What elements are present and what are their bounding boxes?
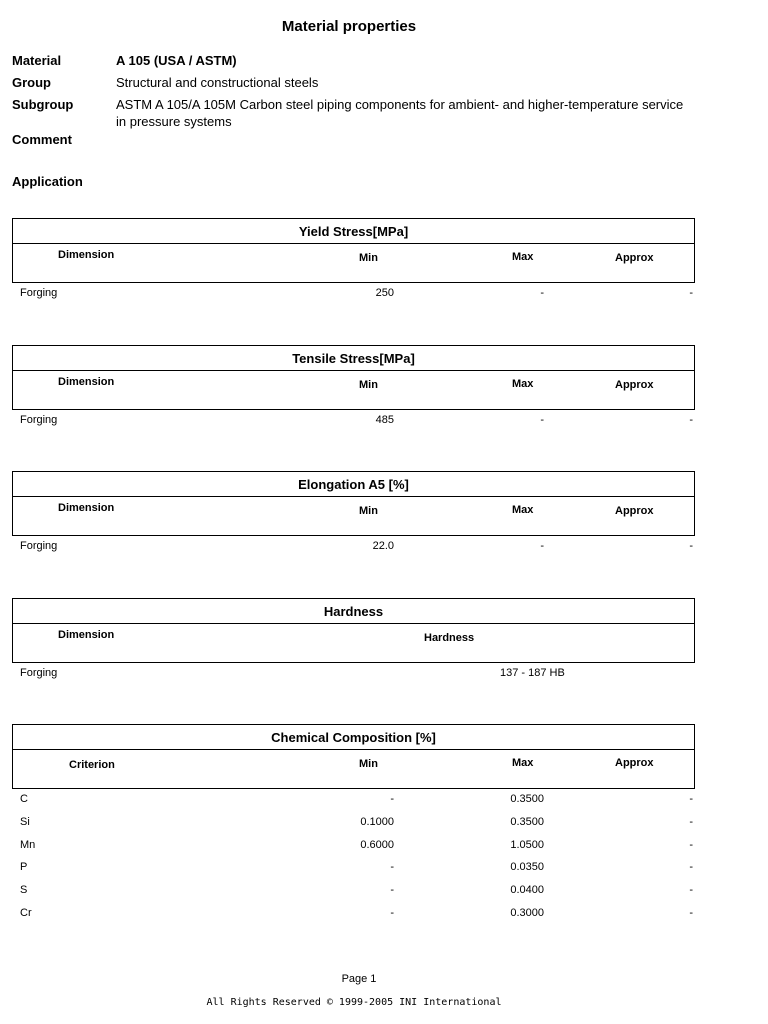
- page-title: Material properties: [281, 18, 417, 35]
- tensile-cell-dimension: Forging: [20, 414, 58, 426]
- table-row: [0, 667, 768, 689]
- tensile-cell-max: -: [540, 414, 544, 426]
- chem-approx: -: [689, 884, 693, 896]
- chem-min: -: [390, 793, 394, 805]
- chem-min: -: [390, 861, 394, 873]
- table-row: [0, 414, 768, 436]
- tensile-stress-table: [12, 345, 695, 410]
- yield-header-min: Min: [359, 252, 378, 264]
- yield-cell-dimension: Forging: [20, 287, 58, 299]
- chem-max: 0.3000: [510, 907, 544, 919]
- chem-min: -: [390, 884, 394, 896]
- table-row: [0, 861, 768, 883]
- application-label: Application: [12, 174, 83, 189]
- yield-header-dimension: Dimension: [58, 249, 115, 261]
- yield-cell-approx: -: [689, 287, 693, 299]
- chem-max: 0.3500: [510, 816, 544, 828]
- chemical-header-min: Min: [359, 758, 378, 770]
- table-row: [0, 540, 768, 562]
- group-label: Group: [12, 75, 51, 90]
- subgroup-value: ASTM A 105/A 105M Carbon steel piping components for ambient- and higher-temperature service in pressure systems: [116, 97, 684, 129]
- chem-approx: -: [689, 839, 693, 851]
- chem-min: -: [390, 907, 394, 919]
- yield-stress-table: [12, 218, 695, 283]
- tensile-cell-approx: -: [689, 414, 693, 426]
- chemical-composition-table: [12, 724, 695, 789]
- hardness-cell-value: 137 - 187 HB: [500, 667, 565, 679]
- elongation-cell-max: -: [540, 540, 544, 552]
- chemical-header-max: Max: [512, 757, 534, 769]
- hardness-header-hardness: Hardness: [424, 632, 475, 644]
- tensile-cell-min: 485: [375, 414, 394, 426]
- hardness-table: [12, 598, 695, 663]
- hardness-cell-dimension: Forging: [20, 667, 58, 679]
- tensile-header-min: Min: [359, 379, 378, 391]
- chem-criterion: S: [20, 884, 28, 896]
- yield-cell-min: 250: [375, 287, 394, 299]
- page-number: Page 1: [341, 973, 377, 985]
- table-row: [0, 793, 768, 815]
- tensile-header-dimension: Dimension: [58, 376, 115, 388]
- material-label: Material: [12, 53, 62, 68]
- chemical-header-approx: Approx: [615, 757, 654, 769]
- chem-max: 0.0350: [510, 861, 544, 873]
- elongation-header-dimension: Dimension: [58, 502, 115, 514]
- chem-approx: -: [689, 861, 693, 873]
- chem-criterion: Mn: [20, 839, 36, 851]
- chem-criterion: Cr: [20, 907, 32, 919]
- chemical-header-criterion: Criterion: [69, 759, 115, 771]
- tensile-stress-title: Tensile Stress[MPa]: [13, 346, 694, 371]
- material-value: A 105 (USA / ASTM): [116, 53, 237, 68]
- chem-approx: -: [689, 793, 693, 805]
- elongation-title: Elongation A5 [%]: [13, 472, 694, 497]
- elongation-cell-dimension: Forging: [20, 540, 58, 552]
- table-row: [0, 287, 768, 309]
- chem-max: 1.0500: [510, 839, 544, 851]
- yield-header-max: Max: [512, 251, 534, 263]
- elongation-header-min: Min: [359, 505, 378, 517]
- copyright-notice: All Rights Reserved © 1999-2005 INI International: [206, 997, 502, 1008]
- chem-max: 0.3500: [510, 793, 544, 805]
- chem-approx: -: [689, 816, 693, 828]
- elongation-header-approx: Approx: [615, 505, 654, 517]
- chem-max: 0.0400: [510, 884, 544, 896]
- yield-header-approx: Approx: [615, 252, 654, 264]
- chem-approx: -: [689, 907, 693, 919]
- chem-min: 0.6000: [360, 839, 394, 851]
- elongation-cell-approx: -: [689, 540, 693, 552]
- chem-criterion: P: [20, 861, 28, 873]
- yield-stress-title: Yield Stress[MPa]: [13, 219, 694, 244]
- table-row: [0, 839, 768, 861]
- comment-label: Comment: [12, 132, 72, 147]
- table-row: [0, 907, 768, 929]
- tensile-header-max: Max: [512, 378, 534, 390]
- yield-cell-max: -: [540, 287, 544, 299]
- table-row: [0, 884, 768, 906]
- subgroup-label: Subgroup: [12, 97, 74, 112]
- chem-criterion: Si: [20, 816, 30, 828]
- hardness-header-dimension: Dimension: [58, 629, 115, 641]
- chem-criterion: C: [20, 793, 28, 805]
- elongation-cell-min: 22.0: [372, 540, 394, 552]
- group-value: Structural and constructional steels: [116, 75, 319, 90]
- elongation-table: [12, 471, 695, 536]
- hardness-title: Hardness: [13, 599, 694, 624]
- tensile-header-approx: Approx: [615, 379, 654, 391]
- table-row: [0, 816, 768, 838]
- chemical-composition-title: Chemical Composition [%]: [13, 725, 694, 750]
- chem-min: 0.1000: [360, 816, 394, 828]
- elongation-header-max: Max: [512, 504, 534, 516]
